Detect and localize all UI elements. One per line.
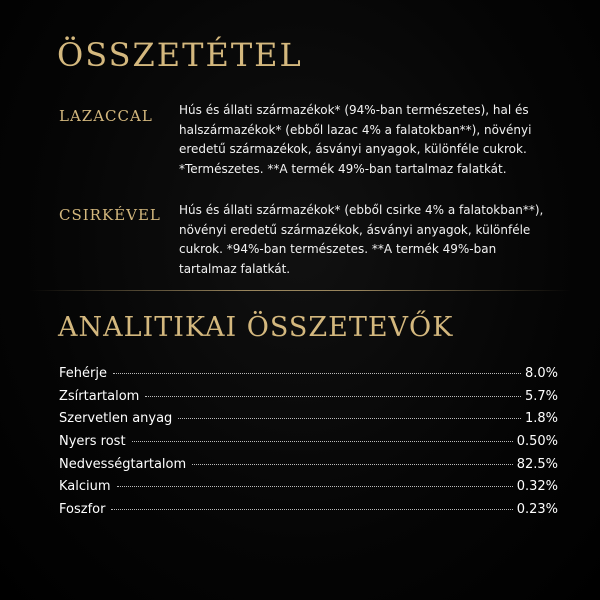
dot-leader [132,441,513,442]
analytics-row-calcium [59,479,558,502]
analytics-row-ash [59,411,558,434]
analytics-list [59,366,558,525]
dot-leader [113,373,521,374]
analytics-row-moisture [59,457,558,480]
analytics-row-value: 5.7% [524,388,558,404]
analytics-row-value: 0.50% [516,434,558,450]
dot-leader [192,464,513,465]
analytics-row-fat [59,389,558,412]
analytics-row-name: Nedvességtartalom [59,456,187,472]
composition-title: ÖSSZETÉTEL [57,36,303,74]
variant-text-chicken: Hús és állati származékok* (ebből csirke 4% a falatokban**), növényi eredetű származékok, ásványi anyagok, különféle cukrok. *94%-ban természetes. **A termék 49%-ban tartalmaz falatkát. [179,203,544,276]
analytics-row-name: Foszfor [59,502,106,518]
analytics-row-name: Nyers rost [59,434,126,450]
dot-leader [178,418,521,419]
variant-label-chicken: CSIRKÉVEL [59,206,161,224]
analytics-row-phosphorus [59,502,558,525]
analytics-title: ANALITIKAI ÖSSZETEVŐK [58,312,454,343]
dot-leader [117,486,513,487]
variant-text-salmon: Hús és állati származékok* (94%-ban természetes), hal és halszármazékok* (ebből lazac 4% a falatokban**), növényi eredetű származékok, ásványi anyagok, különféle cukrok. *Természetes. **A termék 49%-ban tartalmaz falatkát. [179,103,532,176]
analytics-row-value: 1.8% [524,411,558,427]
analytics-row-name: Kalcium [59,479,111,495]
analytics-row-fibre [59,434,558,457]
analytics-row-name: Fehérje [59,366,107,381]
analytics-row-value: 0.23% [516,502,558,518]
variant-label-salmon: LAZACCAL [59,107,153,125]
analytics-row-protein [59,366,558,389]
analytics-row-value: 8.0% [524,366,558,381]
analytics-row-value: 0.32% [516,479,558,495]
dot-leader [145,396,521,397]
analytics-row-name: Zsírtartalom [59,388,140,404]
analytics-row-name: Szervetlen anyag [59,411,173,427]
section-divider [30,290,570,291]
dot-leader [111,509,512,510]
analytics-row-value: 82.5% [516,456,558,472]
